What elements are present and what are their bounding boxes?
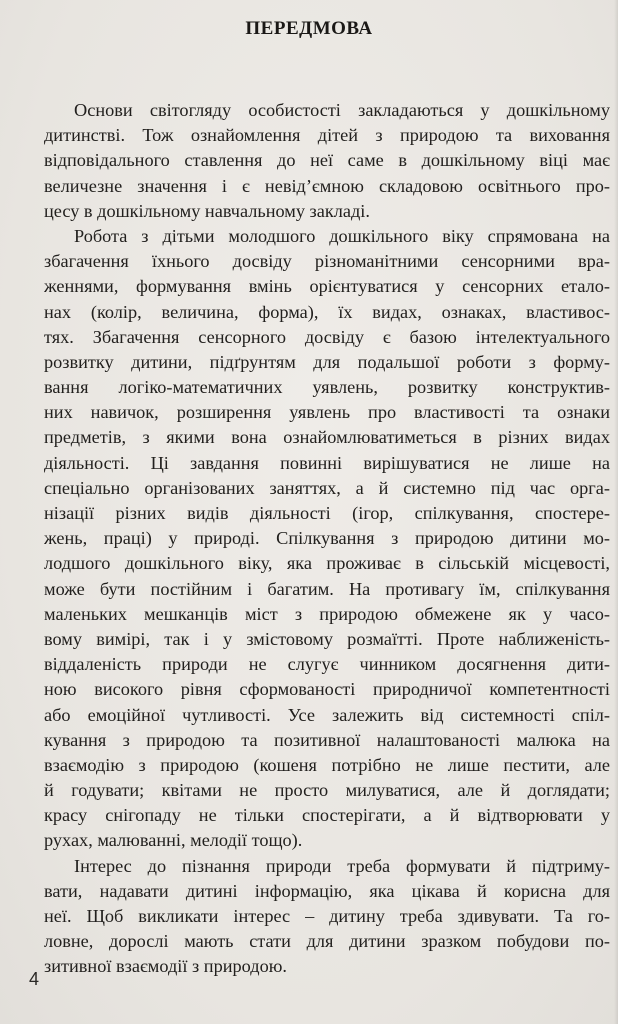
text-line: ною високого рівня сформованості природничої компетентності — [44, 679, 610, 700]
text-line: діяльності. Ці завдання повинні вирішуватися не лише на — [44, 452, 610, 473]
text-line: предметів, з якими вона ознайомлюватиметься в різних видах — [44, 427, 610, 448]
text-line: Основи світогляду особистості закладаються у дошкільному — [74, 100, 610, 120]
text-line: й годувати; квітами не просто милуватися, але й доглядати; — [44, 780, 610, 801]
text-line: дитинстві. Тож ознайомлення дітей з природою та виховання — [44, 125, 610, 146]
paragraph — [44, 854, 612, 980]
text-line: відповідального ставлення до неї саме в дошкільному віці має — [44, 150, 610, 171]
text-line: тях. Збагачення сенсорного досвіду є базою інтелектуального — [44, 326, 610, 347]
text-line: маленьких мешканців міст з природою обмежене як у часо- — [44, 603, 610, 624]
text-line: кування з природою та позитивної налаштованості малюка на — [44, 729, 610, 750]
text-line: Інтерес до пізнання природи треба формувати й підтриму- — [74, 855, 610, 876]
text-line: зитивної взаємодії з природою. — [44, 956, 287, 977]
text-line: лодшого дошкільного віку, яка проживає в сільській місцевості, — [44, 553, 610, 574]
text-line: жень, праці) у природі. Спілкування з природою дитини мо- — [44, 528, 610, 549]
text-line: вати, надавати дитині інформацію, яка цікава й корисна для — [44, 880, 610, 901]
paragraph — [44, 224, 612, 854]
text-line: неї. Щоб викликати інтерес – дитину треба здивувати. Та го- — [44, 906, 610, 926]
paragraph — [44, 98, 612, 224]
text-line: Робота з дітьми молодшого дошкільного віку спрямована на — [74, 225, 610, 246]
page-edge-shadow — [614, 0, 618, 1024]
page-title: ПЕРЕДМОВА — [245, 18, 373, 39]
text-line: красу снігопаду не тільки спостерігати, а й відтворювати у — [44, 805, 610, 826]
text-line: вання логіко-математичних уявлень, розвитку конструктив- — [44, 377, 610, 398]
text-line: ловне, дорослі мають стати для дитини зразком побудови по- — [44, 931, 610, 952]
text-line: може бути постійним і багатим. На противагу їм, спілкування — [44, 578, 610, 599]
text-line: розвитку дитини, підґрунтям для подальшої роботи з форму- — [44, 351, 610, 372]
text-line: цесу в дошкільному навчальному закладі. — [44, 200, 370, 221]
text-line: взаємодію з природою (кошеня потрібно не лише пестити, але — [44, 754, 610, 775]
text-line: рухах, малюванні, мелодії тощо). — [44, 830, 303, 851]
body-text — [44, 98, 612, 980]
text-line: віддаленість природи не слугує чинником досягнення дити- — [44, 654, 610, 675]
text-line: нізації різних видів діяльності (ігор, спілкування, спостере- — [44, 503, 610, 523]
text-line: збагачення їхнього досвіду різноманітними сенсорними вра- — [44, 251, 610, 272]
text-line: величезне значення і є невід’ємною складовою освітнього про- — [44, 175, 610, 196]
text-line: них навичок, розширення уявлень про властивості та ознаки — [44, 402, 610, 423]
text-line: женнями, формування вмінь орієнтуватися у сенсорних етало- — [44, 276, 610, 297]
page-number: 4 — [29, 969, 40, 989]
text-line: спеціально організованих заняттях, а й системно під час орга- — [44, 477, 610, 498]
text-line: або емоційної чутливості. Усе залежить від системності спіл- — [44, 704, 610, 725]
text-line: нах (колір, величина, форма), їх видах, ознаках, властивос- — [44, 301, 610, 322]
text-line: вому вимірі, так і у змістовому розмаїтті. Проте наближеність- — [44, 628, 610, 649]
